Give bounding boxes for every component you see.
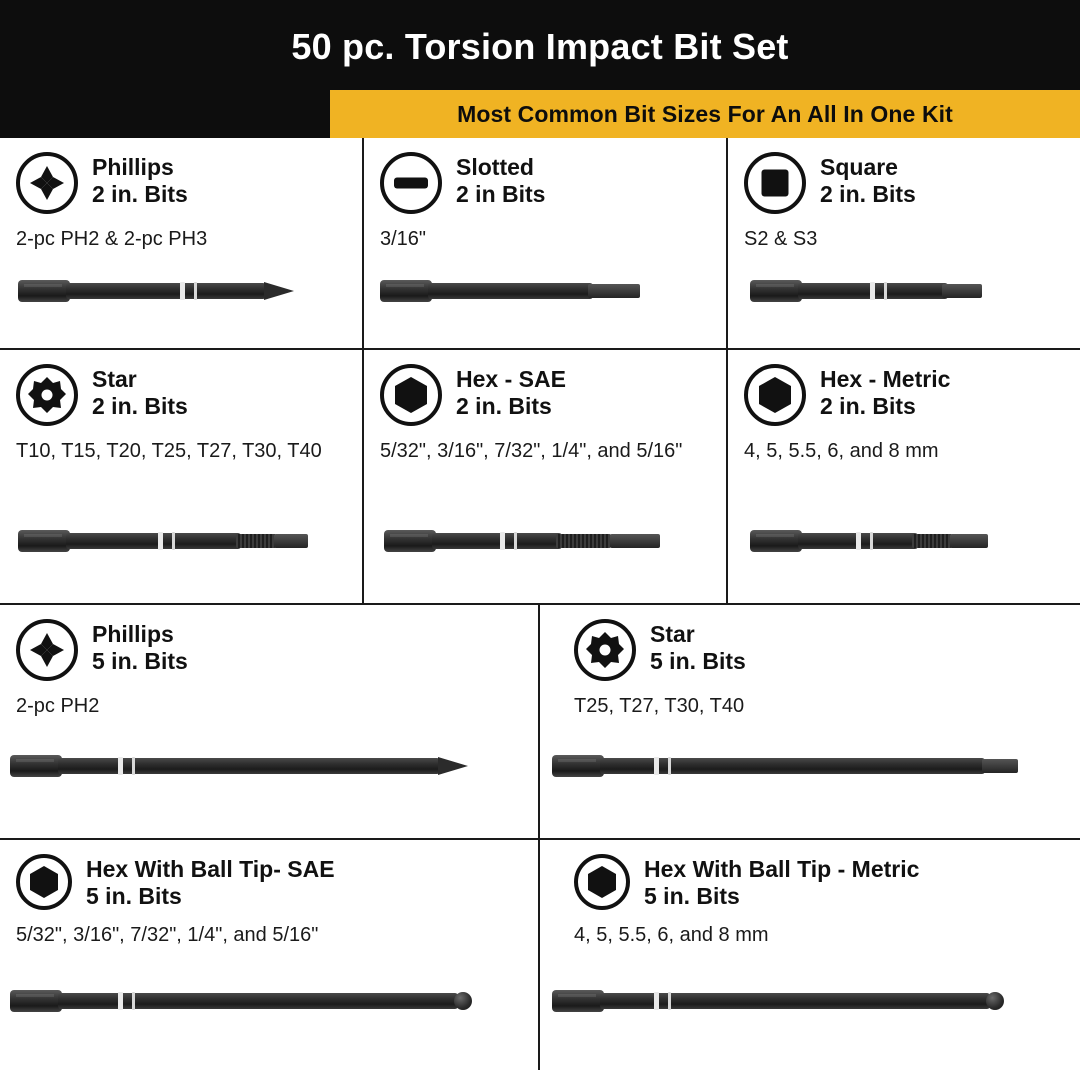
section-length: 5 in. Bits: [650, 647, 746, 674]
section-length: 2 in Bits: [456, 180, 546, 207]
star-icon: [16, 364, 78, 426]
grid-row-4: [0, 840, 1080, 1070]
section-titles: [456, 152, 545, 207]
bit-image-hex-sae-2in: [384, 528, 694, 554]
subheader-row: [0, 90, 1080, 138]
section-desc: 2-pc PH2 & 2-pc PH3: [16, 228, 208, 250]
section-name: Hex - SAE: [456, 366, 566, 392]
section-hex-metric-2in: [728, 350, 1080, 605]
grid-row-3: [0, 605, 1080, 840]
section-titles: [92, 152, 188, 207]
hex-icon: [574, 854, 630, 910]
subheader-text: Most Common Bit Sizes For An All In One Kit: [457, 100, 953, 127]
section-slotted-2in: [364, 138, 728, 350]
section-length: 2 in. Bits: [820, 180, 916, 207]
section-name: Slotted: [456, 154, 534, 180]
section-header: [556, 619, 1064, 681]
section-desc: 2-pc PH2: [16, 695, 100, 717]
phillips-glyph: [27, 163, 67, 203]
section-titles: [92, 364, 188, 419]
square-glyph: [762, 170, 789, 197]
hex-icon: [744, 364, 806, 426]
section-header: [16, 152, 346, 214]
square-icon: [744, 152, 806, 214]
phillips-icon: [16, 152, 78, 214]
section-length: 5 in. Bits: [86, 882, 182, 909]
section-length: 5 in. Bits: [92, 647, 188, 674]
section-desc: 3/16": [380, 228, 427, 250]
section-header: [556, 854, 1064, 910]
section-header: [16, 364, 346, 426]
section-titles: [650, 619, 746, 674]
section-length: 2 in. Bits: [92, 180, 188, 207]
section-desc: 5/32", 3/16", 7/32", 1/4", and 5/16": [16, 924, 319, 946]
section-length: 2 in. Bits: [456, 392, 552, 419]
section-titles: [820, 152, 916, 207]
section-desc: 4, 5, 5.5, 6, and 8 mm: [574, 924, 769, 946]
grid-row-2: [0, 350, 1080, 605]
star-icon: [574, 619, 636, 681]
header-bar: [0, 0, 1080, 90]
section-phillips-5in: [0, 605, 540, 840]
bit-sections-grid: [0, 138, 1080, 1070]
hex-icon: [380, 364, 442, 426]
section-phillips-2in: [0, 138, 364, 350]
star-glyph: [27, 375, 67, 415]
section-length: 2 in. Bits: [820, 392, 916, 419]
bit-image-slotted-2in: [380, 278, 680, 304]
section-header: [380, 364, 710, 426]
subheader-banner: [330, 90, 1080, 138]
section-hex-balltip-sae-5in: [0, 840, 540, 1070]
section-titles: [820, 364, 950, 419]
bit-image-hex-metric-2in: [750, 528, 1050, 554]
section-desc: 5/32", 3/16", 7/32", 1/4", and 5/16": [380, 440, 683, 462]
section-square-2in: [728, 138, 1080, 350]
section-header: [744, 152, 1064, 214]
section-star-5in: [540, 605, 1080, 840]
section-desc: T10, T15, T20, T25, T27, T30, T40: [16, 440, 322, 462]
section-hex-balltip-metric-5in: [540, 840, 1080, 1070]
hex-glyph: [27, 864, 61, 900]
slotted-icon: [380, 152, 442, 214]
section-name: Hex With Ball Tip- SAE: [86, 856, 335, 882]
section-titles: [644, 854, 919, 909]
section-length: 5 in. Bits: [644, 882, 740, 909]
hex-glyph: [756, 375, 794, 415]
section-header: [380, 152, 710, 214]
grid-row-1: [0, 138, 1080, 350]
section-header: [16, 854, 522, 910]
section-name: Phillips: [92, 154, 174, 180]
bit-image-star-5in: [552, 753, 1052, 779]
section-header: [16, 619, 522, 681]
section-hex-sae-2in: [364, 350, 728, 605]
section-name: Hex - Metric: [820, 366, 951, 392]
section-length: 2 in. Bits: [92, 392, 188, 419]
bit-image-phillips-2in: [18, 278, 328, 304]
section-header: [744, 364, 1064, 426]
section-titles: [456, 364, 566, 419]
hex-glyph: [392, 375, 430, 415]
section-name: Hex With Ball Tip - Metric: [644, 856, 920, 882]
section-titles: [92, 619, 188, 674]
slotted-glyph: [394, 178, 428, 189]
bit-image-hex-balltip-sae-5in: [10, 988, 510, 1014]
phillips-icon: [16, 619, 78, 681]
hex-icon: [16, 854, 72, 910]
section-name: Star: [92, 366, 137, 392]
bit-image-star-2in: [18, 528, 328, 554]
bit-image-hex-balltip-metric-5in: [552, 988, 1052, 1014]
section-desc: T25, T27, T30, T40: [574, 695, 745, 717]
phillips-glyph: [27, 630, 67, 670]
hex-glyph: [585, 864, 619, 900]
section-name: Square: [820, 154, 898, 180]
section-desc: 4, 5, 5.5, 6, and 8 mm: [744, 440, 939, 462]
section-titles: [86, 854, 335, 909]
page-title: 50 pc. Torsion Impact Bit Set: [291, 26, 789, 67]
star-glyph: [585, 630, 625, 670]
section-desc: S2 & S3: [744, 228, 818, 250]
bit-image-square-2in: [750, 278, 1050, 304]
bit-image-phillips-5in: [10, 753, 510, 779]
section-name: Star: [650, 621, 695, 647]
section-star-2in: [0, 350, 364, 605]
section-name: Phillips: [92, 621, 174, 647]
